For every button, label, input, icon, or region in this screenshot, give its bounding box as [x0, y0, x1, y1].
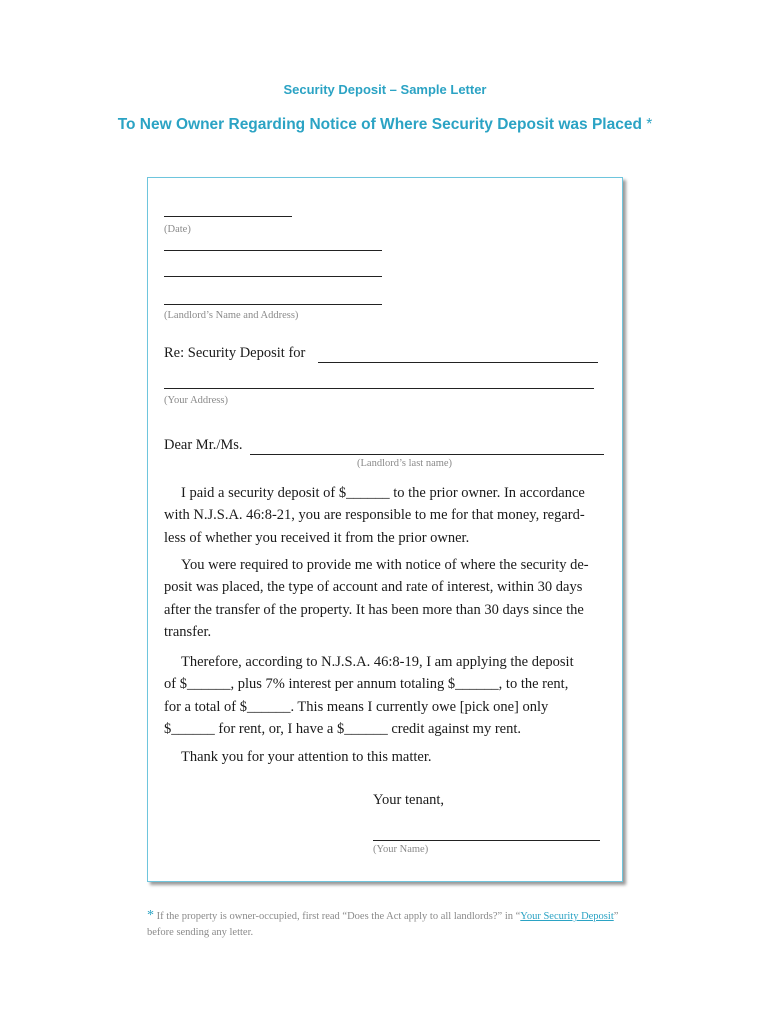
paragraph-line: You were required to provide me with notice of where the security de-	[181, 557, 589, 573]
name-label: (Your Name)	[373, 844, 429, 855]
address-line	[164, 388, 594, 389]
title-text: To New Owner Regarding Notice of Where Security Deposit was Placed	[117, 116, 642, 133]
page-kicker: Security Deposit – Sample Letter	[283, 82, 487, 97]
paragraph-4	[164, 746, 604, 768]
paragraph-1	[164, 482, 604, 549]
paragraph-line: Thank you for your attention to this matter.	[181, 749, 432, 765]
paragraph-line: posit was placed, the type of account and rate of interest, within 30 days	[164, 579, 583, 596]
paragraph-line: Therefore, according to N.J.S.A. 46:8-19, I am applying the deposit	[181, 654, 574, 670]
closing: Your tenant,	[373, 792, 445, 808]
landlord-line-3	[164, 304, 382, 305]
footnote-text-after: ” before sending any letter.	[147, 911, 619, 938]
paragraph-2	[164, 554, 604, 643]
signature-line	[373, 840, 600, 841]
paragraph-line: transfer.	[164, 623, 212, 640]
footnote	[147, 908, 627, 941]
paragraph-line: less of whether you received it from the prior owner.	[164, 529, 470, 546]
paragraph-line: $______ for rent, or, I have a $______ credit against my rent.	[164, 720, 521, 737]
salutation: Dear Mr./Ms.	[164, 437, 243, 453]
lastname-label: (Landlord’s last name)	[357, 458, 453, 469]
landlord-line-2	[164, 276, 382, 277]
footnote-text-before: If the property is owner-occupied, first read “Does the Act apply to all landlords?” in “	[154, 911, 521, 922]
paragraph-3	[164, 651, 604, 740]
paragraph-line: for a total of $______. This means I currently owe [pick one] only	[164, 698, 549, 715]
paragraph-line: with N.J.S.A. 46:8-21, you are responsible to me for that money, regard-	[164, 507, 585, 524]
title-footnote-marker: *	[646, 116, 653, 133]
re-text: Re: Security Deposit for	[164, 345, 306, 361]
date-line	[164, 216, 292, 217]
page-title	[0, 116, 770, 134]
paragraph-line: after the transfer of the property. It has been more than 30 days since the	[164, 601, 584, 618]
paragraph-line: of $______, plus 7% interest per annum totaling $______, to the rent,	[164, 676, 569, 693]
address-label: (Your Address)	[164, 395, 228, 406]
date-label: (Date)	[164, 224, 191, 235]
salutation-line	[250, 454, 604, 455]
footnote-link[interactable]: Your Security Deposit	[520, 911, 614, 922]
paragraph-line: I paid a security deposit of $______ to the prior owner. In accordance	[181, 485, 585, 501]
landlord-line-1	[164, 250, 382, 251]
landlord-label: (Landlord’s Name and Address)	[164, 310, 299, 321]
footnote-marker: *	[147, 908, 154, 923]
re-line	[318, 362, 598, 363]
